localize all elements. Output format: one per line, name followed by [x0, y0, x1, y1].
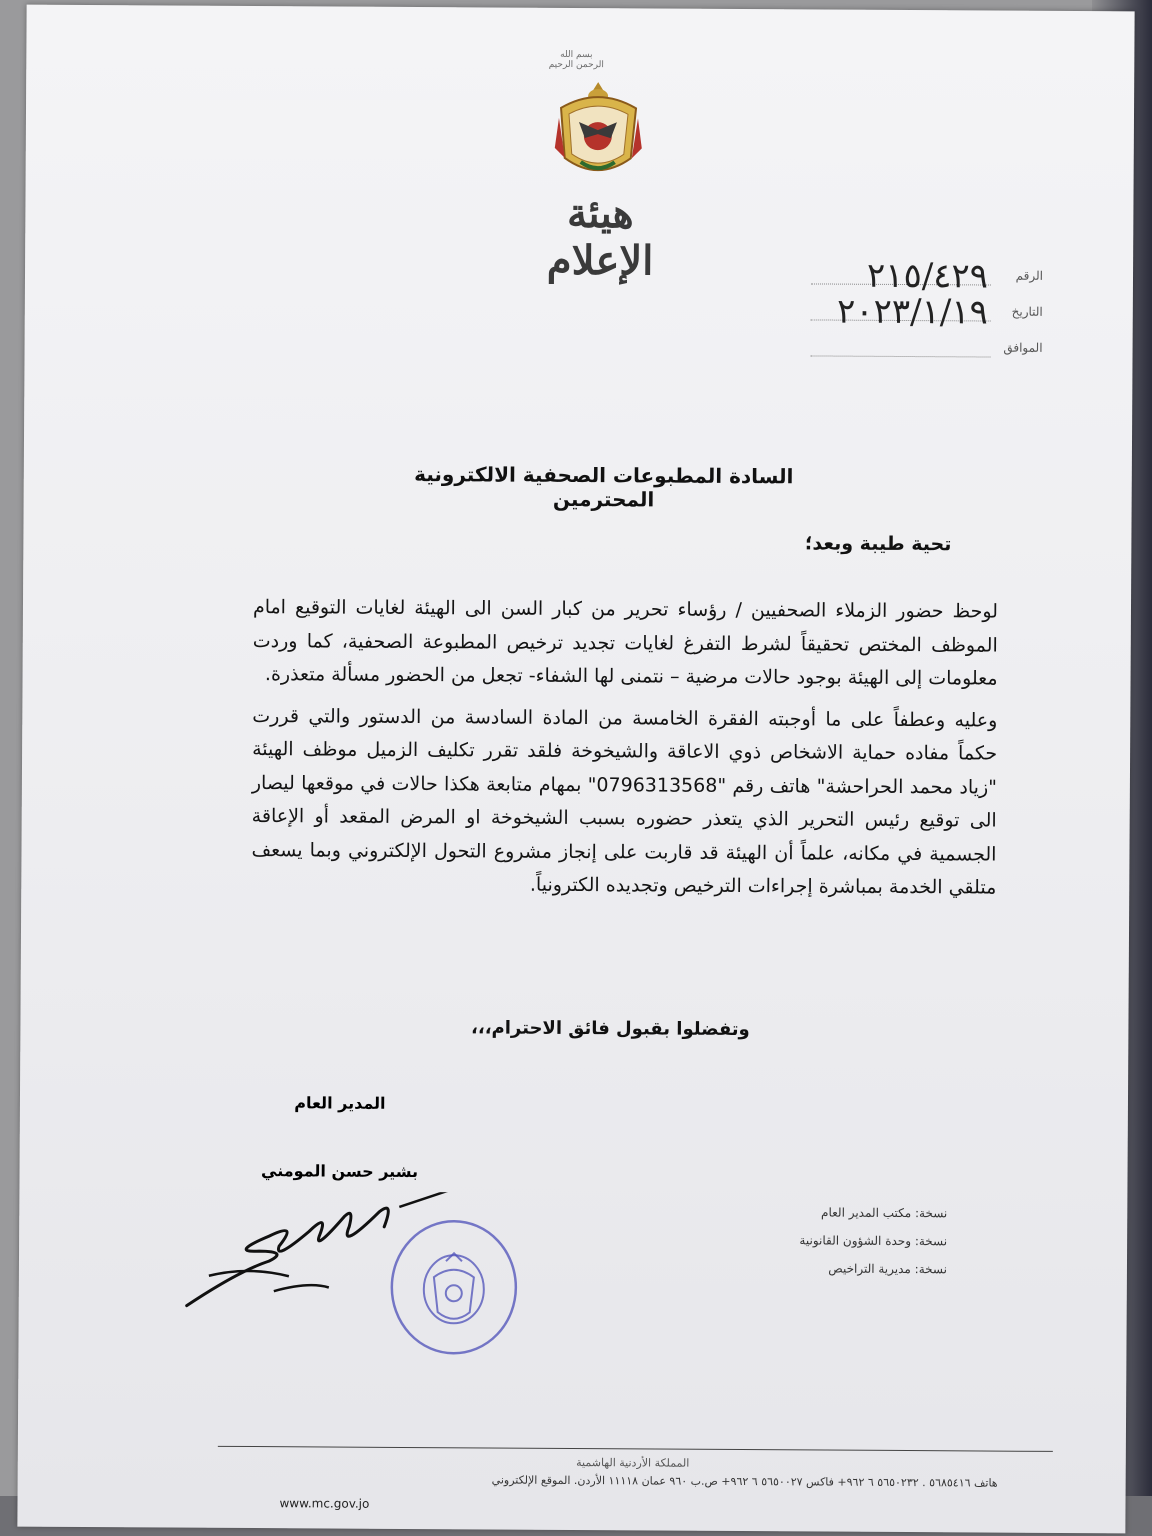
reference-date-label: التاريخ	[1011, 304, 1043, 319]
reference-number-label: الرقم	[1015, 268, 1044, 283]
copy-item: نسخة: مديرية التراخيص	[828, 1261, 947, 1277]
footer-contact: هاتف ٥٦٨٥٤١٦ . ٥٦٥٠٢٣٢ ٦ ٩٦٢+ فاكس ٥٦٥٠٠٢٧ ٦ ٩٦٢+ ص.ب ٩٦٠ عمان ١١١١٨ الأردن. الموقع الإلكتروني	[491, 1473, 998, 1490]
basmala: بسم الله الرحمن الرحيم	[548, 49, 604, 71]
reference-number-row	[803, 255, 1044, 297]
copy-item: نسخة: مكتب المدير العام	[821, 1205, 948, 1221]
reference-hijri-line	[811, 355, 991, 357]
signatory-name: بشير حسن المومني	[260, 1161, 419, 1182]
jordan-royal-emblem-icon	[551, 78, 647, 189]
reference-date-row	[803, 291, 1043, 333]
body-paragraph-1: لوحظ حضور الزملاء الصحفيين / رؤساء تحرير من كبار السن الى الهيئة لغايات التوقيع امام الموظف المختص تحقيقاً لشرط التفرغ لغايات تجديد ترخيص المطبوعة الصحفية، كما وردت معلومات إلى الهيئة بوجود حالات مرضية – نتمنى لها الشفاء- تجعل من الحضور مسألة متعذرة.	[252, 596, 999, 690]
footer-country: المملكة الأردنية الهاشمية	[576, 1456, 690, 1470]
reference-hijri-label: الموافق	[1003, 340, 1043, 355]
addressee: السادة المطبوعات الصحفية الالكترونية المحترمين	[414, 462, 794, 512]
letter-page	[17, 5, 1134, 1534]
official-stamp-icon	[383, 1217, 524, 1358]
reference-number-value: ٢١٥/٤٢٩	[866, 255, 989, 297]
footer-website-link[interactable]: www.mc.gov.jo	[279, 1496, 370, 1511]
closing: وتفضلوا بقبول فائق الاحترام،،،	[470, 1017, 750, 1041]
letter-body	[251, 591, 998, 913]
copy-item: نسخة: وحدة الشؤون القانونية	[799, 1233, 948, 1249]
reference-hijri-row	[802, 333, 1042, 364]
footer-divider	[218, 1446, 1053, 1452]
reference-date-value: ٢٠٢٣/١/١٩	[836, 291, 988, 333]
authority-name: هيئة الإعلام	[546, 189, 654, 285]
greeting: تحية طيبة وبعد؛	[804, 532, 952, 556]
signatory-title: المدير العام	[294, 1093, 386, 1113]
body-paragraph-2: وعليه وعطفاً على ما أوجبته الفقرة الخامسة من المادة السادسة من الدستور والتي قررت حكماً مفاده حماية الاشخاص ذوي الاعاقة والشيخوخة فلقد تقرر تكليف الزميل موظف الهيئة "زياد محمد الحراحشة" هاتف رقم "0796313568" بمهام متابعة هكذا حالات في موقعها ليصار الى توقيع رئيس التحرير الذي يتعذر حضوره بسبب الشيخوخة او المرض المقعد أو الإعاقة الجسمية في مكانه، علماً أن الهيئة قد قاربت على إنجاز مشروع التحول الإلكتروني وبما يسعف متلقي الخدمة بمباشرة إجراءات الترخيص وتجديده الكترونياً.	[251, 704, 998, 899]
copies-list	[747, 1205, 948, 1290]
